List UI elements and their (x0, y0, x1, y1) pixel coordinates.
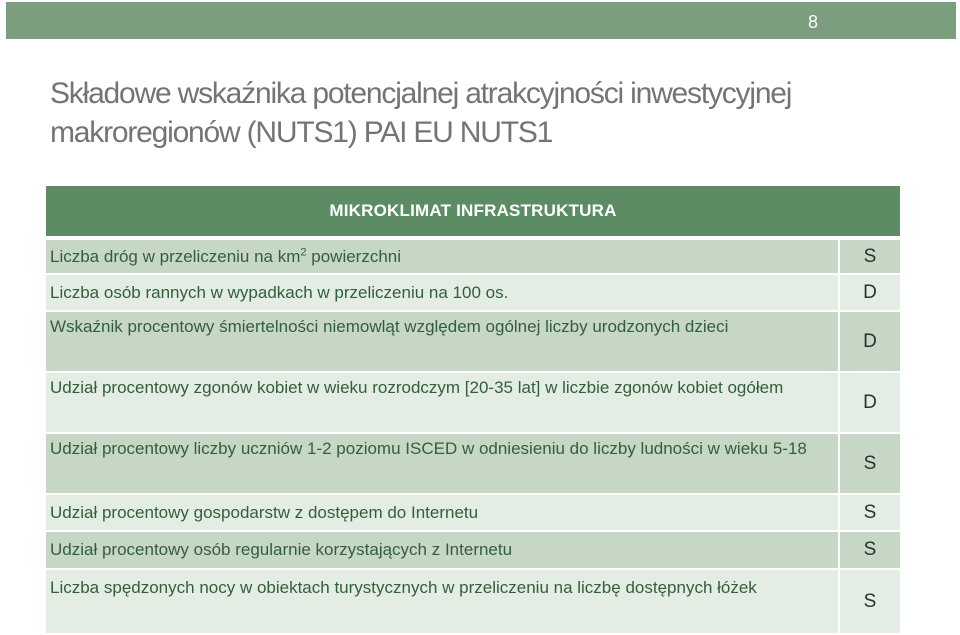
title-line-2: makroregionów (NUTS1) PAI EU NUTS1 (50, 116, 553, 149)
row-label: Liczba osób rannych w wypadkach w przeliczeniu na 100 os. (46, 275, 838, 312)
title-line-1: Składowe wskaźnika potencjalnej atrakcyjności inwestycyjnej (50, 77, 792, 110)
table-row (46, 275, 900, 312)
row-value: D (838, 275, 900, 312)
row-label: Wskaźnik procentowy śmiertelności niemowląt względem ogólnej liczby urodzonych dzieci (46, 312, 838, 373)
top-banner (6, 2, 956, 39)
row-value: D (838, 312, 900, 373)
indicator-table (46, 186, 900, 635)
table-row (46, 373, 900, 434)
row-value: S (838, 570, 900, 635)
row-value: D (838, 373, 900, 434)
row-value: S (838, 532, 900, 570)
table-row (46, 434, 900, 495)
row-label: Udział procentowy gospodarstw z dostępem do Internetu (46, 495, 838, 532)
table-row (46, 495, 900, 532)
row-value: S (838, 240, 900, 275)
table-row (46, 312, 900, 373)
row-label: Udział procentowy zgonów kobiet w wieku rozrodczym [20-35 lat] w liczbie zgonów kobiet ogółem (46, 373, 838, 434)
row-label: Liczba dróg w przeliczeniu na $km^2$ powierzchni (46, 240, 838, 275)
row-label: Udział procentowy osób regularnie korzystających z Internetu (46, 532, 838, 570)
slide-title (50, 74, 910, 152)
row-label: Liczba spędzonych nocy w obiektach turystycznych w przeliczeniu na liczbę dostępnych łóżek (46, 570, 838, 635)
table-header: MIKROKLIMAT INFRASTRUKTURA (46, 186, 900, 236)
table-row (46, 532, 900, 570)
table-row (46, 240, 900, 275)
row-value: S (838, 495, 900, 532)
row-label: Udział procentowy liczby uczniów 1-2 poziomu ISCED w odniesieniu do liczby ludności w wieku 5-18 (46, 434, 838, 495)
page-number: 8 (807, 12, 818, 32)
row-value: S (838, 434, 900, 495)
table-row (46, 570, 900, 635)
